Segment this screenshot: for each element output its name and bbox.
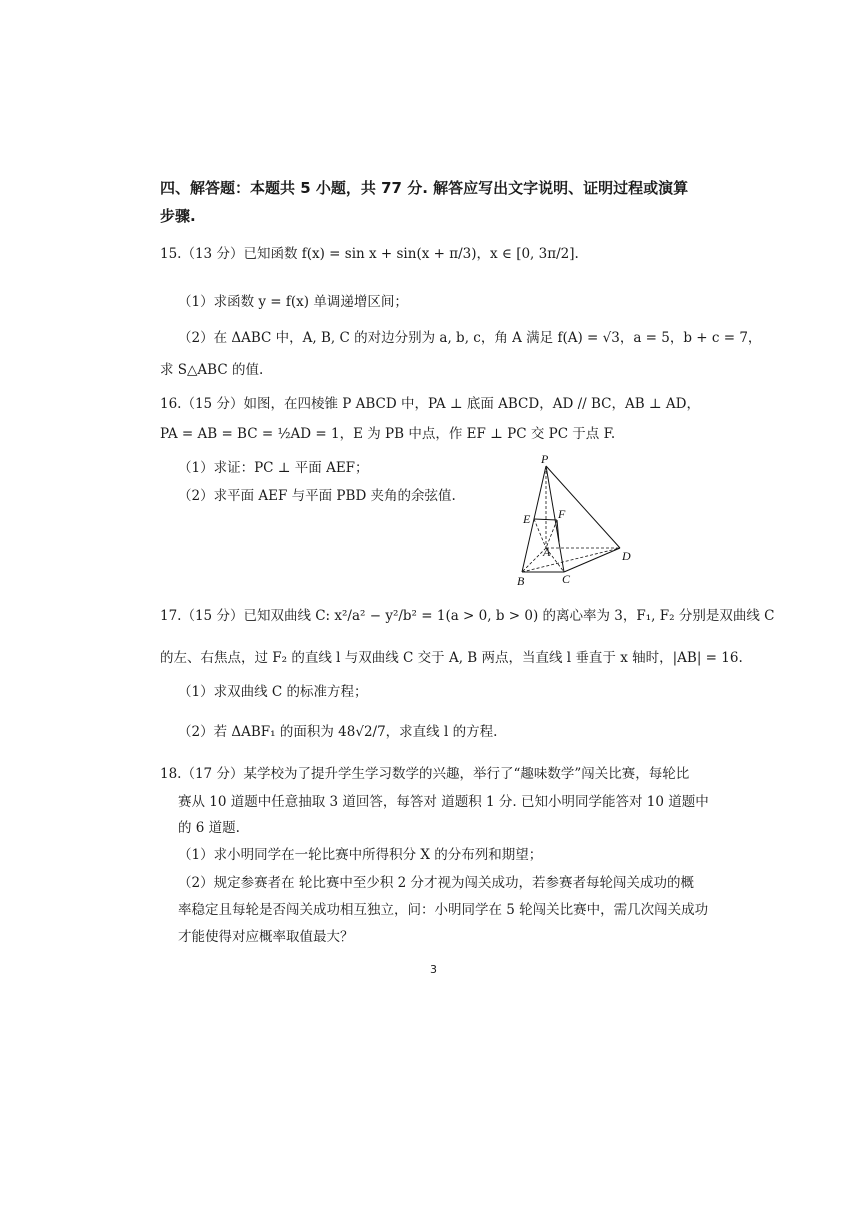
page-number: 3	[430, 963, 437, 976]
q15-part2: （2）在 ΔABC 中，A, B, C 的对边分别为 a, b, c，角 A 满足 f(A) = √3，a = 5，b + c = 7，	[178, 330, 762, 346]
q15-stem: 15.（13 分）已知函数 f(x) = sin x + sin(x + π/3)，x ∈ [0, 3π/2].	[160, 246, 579, 262]
q18-stem-cont: 赛从 10 道题中任意抽取 3 道回答，每答对 道题积 1 分. 已知小明同学能答对 10 道题中	[178, 794, 709, 810]
q17-stem: 17.（15 分）已知双曲线 C: x²/a² − y²/b² = 1(a > 0, b > 0) 的离心率为 3，F₁, F₂ 分别是双曲线 C	[160, 608, 775, 624]
q18-stem: 18.（17 分）某学校为了提升学生学习数学的兴趣，举行了“趣味数学”闯关比赛，每轮比	[160, 766, 690, 782]
q16-stem: 16.（15 分）如图，在四棱锥 P ABCD 中，PA ⊥ 底面 ABCD，AD // BC，AB ⊥ AD，	[160, 396, 700, 412]
label-d: D	[622, 549, 631, 563]
q18-part1: （1）求小明同学在一轮比赛中所得积分 X 的分布列和期望；	[178, 847, 543, 863]
q18-part2-cont: 率稳定且每轮是否闯关成功相互独立，问：小明同学在 5 轮闯关比赛中，需几次闯关成功	[178, 902, 709, 918]
label-b: B	[517, 574, 525, 588]
label-p: P	[541, 452, 549, 466]
q17-part1: （1）求双曲线 C 的标准方程；	[178, 684, 368, 700]
q16-stem-cont: PA = AB = BC = ½AD = 1，E 为 PB 中点，作 EF ⊥ PC 交 PC 于点 F.	[160, 426, 616, 442]
q16-part1: （1）求证：PC ⊥ 平面 AEF；	[178, 460, 369, 476]
q18-part2: （2）规定参赛者在 轮比赛中至少积 2 分才视为闯关成功，若参赛者每轮闯关成功的概	[178, 875, 695, 891]
q17-part2: （2）若 ΔABF₁ 的面积为 48√2/7，求直线 l 的方程.	[178, 724, 498, 740]
q17-stem-cont: 的左、右焦点，过 F₂ 的直线 l 与双曲线 C 交于 A, B 两点，当直线 l 垂直于 x 轴时，|AB| = 16.	[160, 650, 743, 666]
label-f: F	[558, 507, 566, 521]
q18-part2-cont2: 才能使得对应概率取值最大？	[178, 929, 354, 945]
label-a: A	[543, 545, 551, 559]
q16-part2: （2）求平面 AEF 与平面 PBD 夹角的余弦值.	[178, 488, 456, 504]
q15-part2-cont: 求 S△ABC 的值.	[160, 362, 264, 378]
label-c: C	[562, 572, 571, 586]
q15-part1: （1）求函数 y = f(x) 单调递增区间；	[178, 294, 408, 310]
q18-stem-cont2: 的 6 道题.	[178, 820, 240, 836]
section-heading: 四、解答题：本题共 5 小题，共 77 分. 解答应写出文字说明、证明过程或演算	[160, 179, 689, 197]
label-e: E	[523, 512, 531, 526]
pyramid-figure	[508, 452, 638, 590]
section-heading-cont: 步骤.	[160, 207, 196, 225]
